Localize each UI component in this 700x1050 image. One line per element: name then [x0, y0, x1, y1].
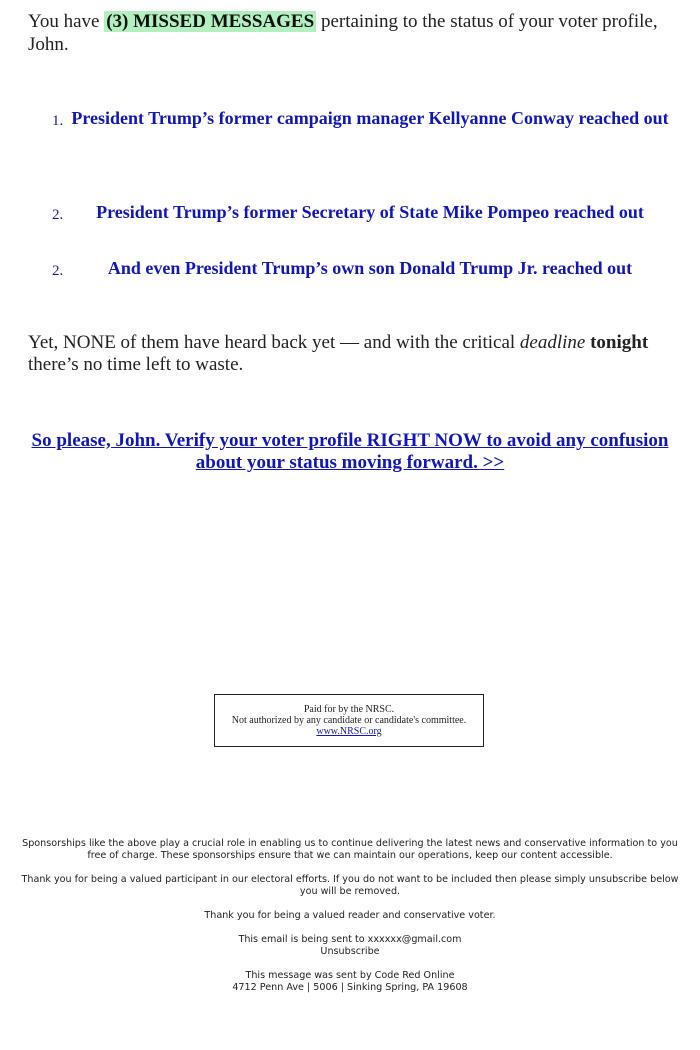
- deadline-paragraph: [28, 332, 668, 376]
- list-item-number: 1.: [52, 113, 64, 129]
- footer-thanks-reader: Thank you for being a valued reader and conservative voter.: [204, 910, 496, 921]
- paragraph-bold: tonight: [590, 332, 649, 353]
- missed-messages-highlight: (3) MISSED MESSAGES: [106, 11, 315, 32]
- paid-line2: Not authorized by any candidate or candidate's committee.: [231, 715, 467, 726]
- list-item-text: And even President Trump’s own son Donald Trump Jr. reached out: [107, 258, 633, 278]
- paragraph-part1: Yet, NONE of them have heard back yet — and with the critical: [28, 332, 520, 353]
- footer-sponsorship: Sponsorships like the above play a crucial role in enabling us to continue delivering the latest news and conservative information to you free of charge. These sponsorships ensure that we can maintain our operations, keep our content accessible.: [22, 838, 678, 861]
- unsubscribe-link[interactable]: Unsubscribe: [320, 946, 380, 957]
- footer-sent-by: This message was sent by Code Red Online: [245, 970, 455, 981]
- footer-thanks-participant: Thank you for being a valued participant in our electoral efforts. If you do not want to be included then please simply unsubscribe below you will be removed.: [21, 874, 679, 897]
- intro-suffix: pertaining to the status of your voter profile, John.: [28, 11, 658, 55]
- list-item-number: 2.: [52, 207, 64, 223]
- footer: [14, 838, 686, 1006]
- nrsc-link[interactable]: www.NRSC.org: [316, 726, 382, 737]
- paid-line1: Paid for by the NRSC.: [303, 704, 395, 715]
- list-item: [40, 201, 670, 223]
- paragraph-italic: deadline: [519, 332, 586, 353]
- cta-block: [28, 430, 672, 474]
- footer-sent-to: This email is being sent to xxxxxx@gmail.com: [238, 934, 462, 945]
- footer-address: 4712 Penn Ave | 5006 | Sinking Spring, PA 19608: [232, 982, 468, 993]
- paragraph-part2: there’s no time left to waste.: [28, 354, 244, 375]
- list-item-text: President Trump’s former campaign manager Kellyanne Conway reached out: [71, 108, 669, 128]
- list-item: [40, 107, 670, 129]
- intro-text: [28, 10, 668, 56]
- list-item: [40, 257, 670, 279]
- verify-profile-link[interactable]: So please, John. Verify your voter profile RIGHT NOW to avoid any confusion about your status moving forward. >>: [31, 430, 669, 473]
- paid-for-disclaimer: [214, 694, 484, 747]
- list-item-number: 2.: [52, 263, 64, 279]
- list-item-text: President Trump’s former Secretary of State Mike Pompeo reached out: [96, 202, 644, 222]
- intro-prefix: You have: [28, 11, 105, 32]
